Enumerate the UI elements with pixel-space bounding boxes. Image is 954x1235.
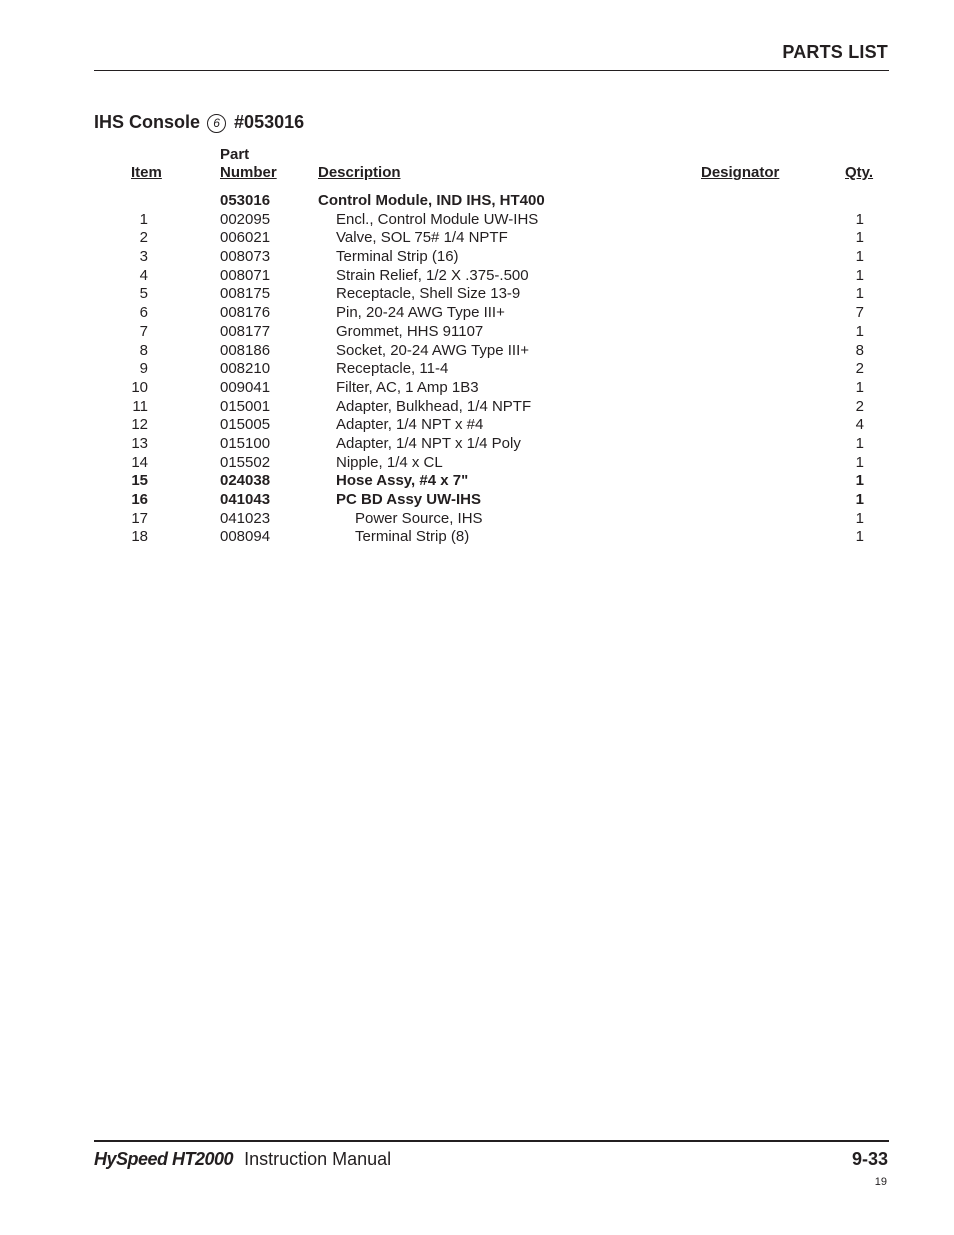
- header-part-number: Number: [220, 164, 277, 181]
- footer-rule: [94, 1140, 889, 1142]
- description-cell: Receptacle, 11-4: [336, 360, 449, 378]
- part-number-cell: 008073: [220, 248, 271, 266]
- description-cell: Receptacle, Shell Size 13-9: [336, 285, 521, 303]
- qty-cell: 1: [855, 210, 864, 228]
- footer-doc-title: [94, 1149, 391, 1170]
- item-cell: 13: [131, 434, 148, 452]
- part-number-cell: 006021: [220, 229, 271, 247]
- item-cell: 8: [139, 341, 148, 359]
- header-description: Description: [318, 164, 401, 181]
- description-cell: Power Source, IHS: [355, 509, 483, 527]
- description-cell: Hose Assy, #4 x 7": [336, 472, 469, 490]
- qty-cell: 1: [855, 509, 864, 527]
- qty-cell: 8: [855, 341, 864, 359]
- description-cell: Filter, AC, 1 Amp 1B3: [336, 378, 479, 396]
- qty-cell: 1: [855, 322, 864, 340]
- table-row: [0, 379, 954, 398]
- qty-cell: 1: [855, 229, 864, 247]
- header-item: Item: [131, 164, 162, 181]
- table-row: [0, 360, 954, 379]
- footer-doc-name: Instruction Manual: [244, 1149, 392, 1169]
- item-cell: 12: [131, 416, 148, 434]
- item-cell: 3: [139, 248, 148, 266]
- item-cell: 9: [139, 360, 148, 378]
- description-cell: Pin, 20-24 AWG Type III+: [336, 304, 505, 322]
- description-cell: Strain Relief, 1/2 X .375-.500: [336, 266, 529, 284]
- description-cell: Terminal Strip (8): [355, 528, 470, 546]
- qty-cell: 4: [855, 416, 864, 434]
- part-number-cell: 015502: [220, 453, 271, 471]
- qty-cell: 1: [855, 378, 864, 396]
- part-number-cell: 041023: [220, 509, 271, 527]
- table-row: [0, 304, 954, 323]
- table-row: [0, 510, 954, 529]
- page-index: 19: [874, 1176, 887, 1188]
- table-row: [0, 472, 954, 491]
- description-cell: Control Module, IND IHS, HT400: [318, 192, 545, 209]
- item-cell: 5: [139, 285, 148, 303]
- section-name: IHS Console: [94, 112, 201, 132]
- table-row: [0, 323, 954, 342]
- qty-cell: 1: [855, 528, 864, 546]
- table-row: [0, 267, 954, 286]
- page-header-title: PARTS LIST: [782, 42, 888, 62]
- item-cell: 6: [139, 304, 148, 322]
- item-cell: 10: [131, 378, 148, 396]
- part-number-cell: 008177: [220, 322, 271, 340]
- table-row: [0, 248, 954, 267]
- description-cell: Grommet, HHS 91107: [336, 322, 484, 340]
- parts-table-body: [0, 192, 954, 547]
- qty-cell: 1: [855, 266, 864, 284]
- qty-cell: 7: [855, 304, 864, 322]
- table-row: [0, 285, 954, 304]
- qty-cell: 1: [855, 434, 864, 452]
- item-cell: 15: [131, 472, 148, 490]
- part-number-cell: 015001: [220, 397, 271, 415]
- table-row: [0, 491, 954, 510]
- description-cell: Adapter, Bulkhead, 1/4 NPTF: [336, 397, 532, 415]
- item-cell: 16: [131, 491, 148, 508]
- qty-cell: 1: [855, 285, 864, 303]
- table-row: [0, 211, 954, 230]
- qty-cell: 2: [855, 397, 864, 415]
- item-cell: 1: [139, 210, 148, 228]
- header-rule: [94, 70, 889, 71]
- item-cell: 17: [131, 509, 148, 527]
- part-number-cell: 024038: [220, 472, 271, 490]
- description-cell: Encl., Control Module UW-IHS: [336, 210, 539, 228]
- table-row: [0, 416, 954, 435]
- qty-cell: 2: [855, 360, 864, 378]
- part-number-cell: 008094: [220, 528, 271, 546]
- item-cell: 2: [139, 229, 148, 247]
- table-row: [0, 342, 954, 361]
- footer-brand: HySpeed HT2000: [94, 1149, 234, 1169]
- item-cell: 14: [131, 453, 148, 471]
- item-cell: 7: [139, 322, 148, 340]
- item-cell: 11: [132, 397, 148, 415]
- description-cell: PC BD Assy UW-IHS: [336, 491, 481, 508]
- table-row: [0, 528, 954, 547]
- part-number-cell: 008071: [220, 266, 271, 284]
- description-cell: Adapter, 1/4 NPT x #4: [336, 416, 484, 434]
- part-number-cell: 009041: [220, 378, 271, 396]
- part-number-cell: 002095: [220, 210, 271, 228]
- qty-cell: 1: [855, 472, 864, 490]
- item-cell: 4: [139, 266, 148, 284]
- header-qty: Qty.: [845, 164, 874, 181]
- description-cell: Adapter, 1/4 NPT x 1/4 Poly: [336, 434, 521, 452]
- section-title: [94, 112, 304, 133]
- table-row: [0, 454, 954, 473]
- table-row: [0, 398, 954, 417]
- table-row: [0, 435, 954, 454]
- part-number-cell: 015005: [220, 416, 271, 434]
- page-number: 9-33: [851, 1149, 888, 1169]
- section-part-ref: #053016: [234, 112, 305, 132]
- header-part-line1: Part: [220, 146, 250, 163]
- table-row: [0, 192, 954, 211]
- part-number-cell: 008175: [220, 285, 271, 303]
- part-number-cell: 008210: [220, 360, 271, 378]
- qty-cell: 1: [855, 453, 864, 471]
- description-cell: Nipple, 1/4 x CL: [336, 453, 443, 471]
- part-number-cell: 015100: [220, 434, 271, 452]
- description-cell: Valve, SOL 75# 1/4 NPTF: [336, 229, 508, 247]
- part-number-cell: 041043: [220, 491, 271, 508]
- circled-number: 6: [207, 114, 226, 133]
- qty-cell: 1: [855, 491, 864, 508]
- part-number-cell: 053016: [220, 192, 271, 209]
- item-cell: 18: [131, 528, 148, 546]
- part-number-cell: 008176: [220, 304, 271, 322]
- qty-cell: 1: [855, 248, 864, 266]
- table-row: [0, 229, 954, 248]
- description-cell: Terminal Strip (16): [336, 248, 459, 266]
- header-designator: Designator: [701, 164, 780, 181]
- part-number-cell: 008186: [220, 341, 271, 359]
- description-cell: Socket, 20-24 AWG Type III+: [336, 341, 530, 359]
